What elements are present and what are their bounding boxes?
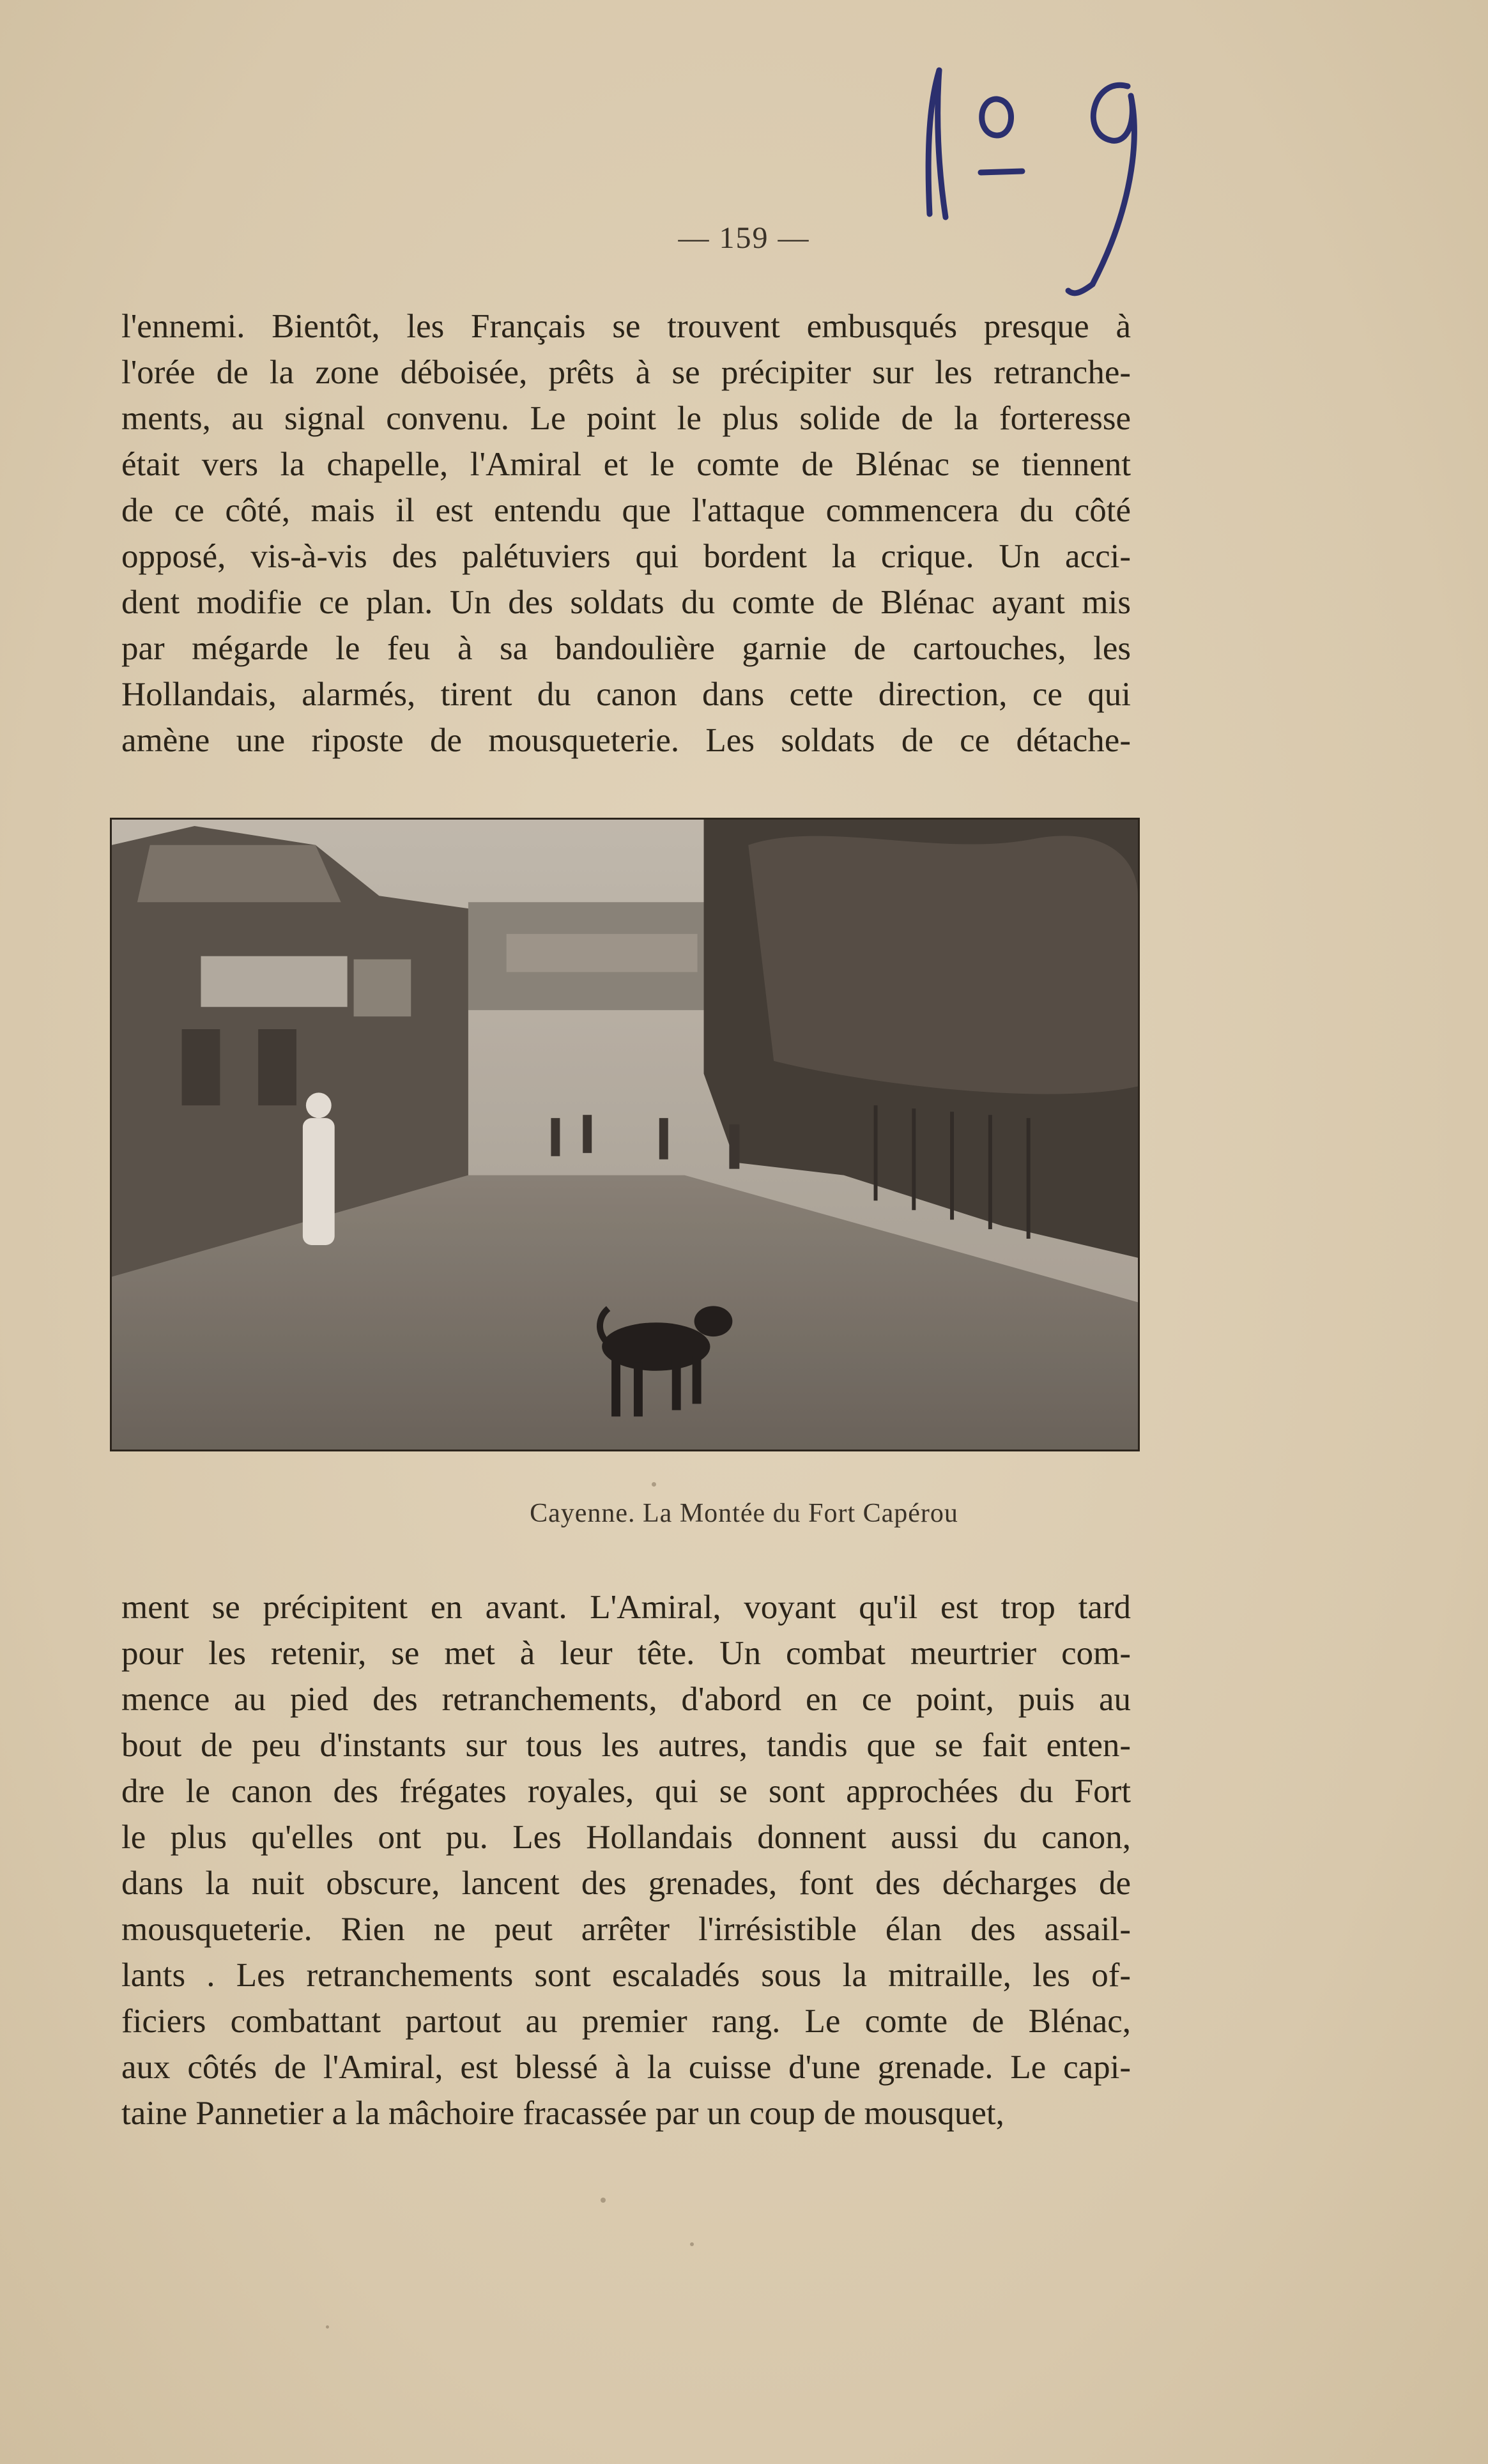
text-line: ment se précipitent en avant. L'Amiral, voyant qu'il est trop tard: [121, 1589, 1131, 1626]
text-line: était vers la chapelle, l'Amiral et le comte de Blénac se tiennent: [121, 446, 1131, 483]
paragraph-bottom: [121, 1584, 1131, 2136]
text-line: mousqueterie. Rien ne peut arrêter l'irrésistible élan des assail-: [121, 1911, 1131, 1948]
text-line: aux côtés de l'Amiral, est blessé à la cuisse d'une grenade. Le capi-: [121, 2049, 1131, 2086]
text-line: mence au pied des retranchements, d'abord en ce point, puis au: [121, 1681, 1131, 1718]
page-number: — 159 —: [678, 221, 810, 255]
text-line: lants . Les retranchements sont escaladés sous la mitraille, les of-: [121, 1957, 1131, 1994]
text-line: pour les retenir, se met à leur tête. Un combat meurtrier com-: [121, 1635, 1131, 1672]
text-line: l'orée de la zone déboisée, prêts à se précipiter sur les retranche-: [121, 354, 1131, 391]
text-line: ficiers combattant partout au premier rang. Le comte de Blénac,: [121, 2003, 1131, 2040]
text-line: dent modifie ce plan. Un des soldats du comte de Blénac ayant mis: [121, 584, 1131, 621]
text-line: opposé, vis-à-vis des palétuviers qui bordent la crique. Un acci-: [121, 538, 1131, 575]
text-line: dans la nuit obscure, lancent des grenades, font des décharges de: [121, 1865, 1131, 1902]
text-line: l'ennemi. Bientôt, les Français se trouvent embusqués presque à: [121, 308, 1131, 345]
paper-speck: [326, 2325, 329, 2329]
handwritten-shelf-mark: [901, 64, 1169, 307]
text-line: taine Pannetier a la mâchoire fracassée par un coup de mousquet,: [121, 2095, 1004, 2132]
text-line: ments, au signal convenu. Le point le plus solide de la forteresse: [121, 400, 1131, 437]
text-line: de ce côté, mais il est entendu que l'attaque commencera du côté: [121, 492, 1131, 529]
text-line: le plus qu'elles ont pu. Les Hollandais donnent aussi du canon,: [121, 1819, 1131, 1856]
photograph: [110, 818, 1140, 1451]
text-line: bout de peu d'instants sur tous les autres, tandis que se fait enten-: [121, 1727, 1131, 1764]
text-line: dre le canon des frégates royales, qui se sont approchées du Fort: [121, 1773, 1131, 1810]
figure-caption: Cayenne. La Montée du Fort Capérou: [530, 1499, 958, 1528]
paragraph-top: [121, 303, 1131, 763]
text-line: Hollandais, alarmés, tirent du canon dans cette direction, ce qui: [121, 676, 1131, 713]
paper-speck: [690, 2242, 694, 2246]
text-line: amène une riposte de mousqueterie. Les soldats de ce détache-: [121, 722, 1131, 759]
paper-speck: [652, 1482, 656, 1487]
text-line: par mégarde le feu à sa bandoulière garnie de cartouches, les: [121, 630, 1131, 667]
paper-speck: [601, 2198, 606, 2203]
